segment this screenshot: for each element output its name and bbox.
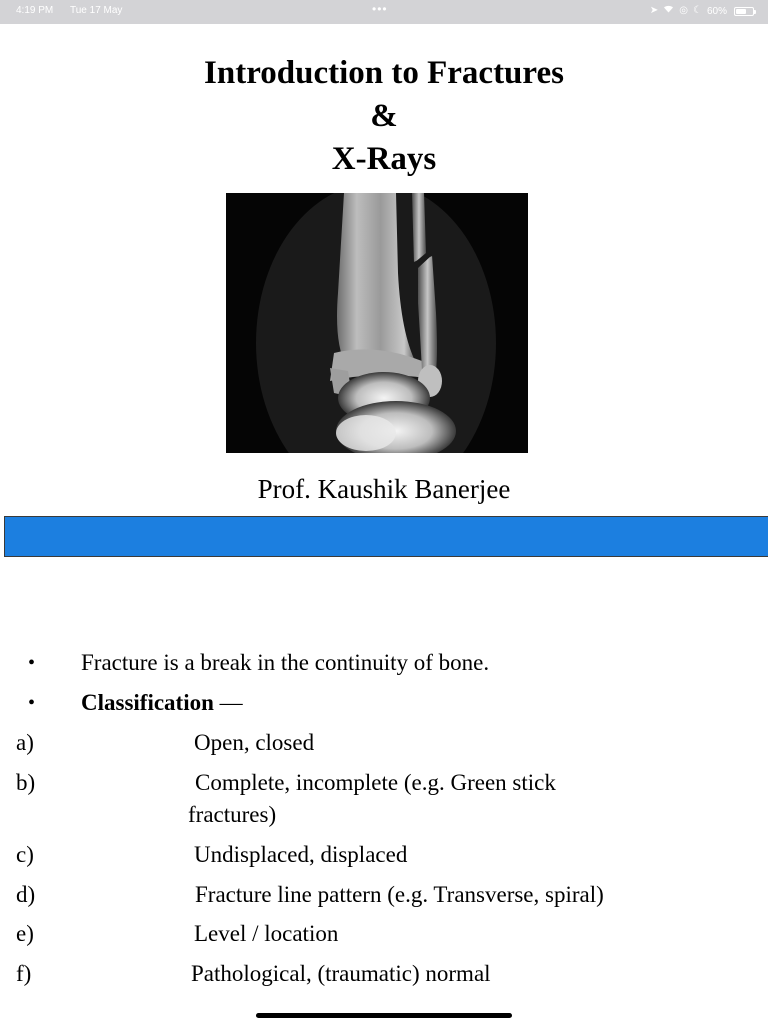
slide-divider-band xyxy=(4,516,768,557)
battery-percent: 60% xyxy=(706,5,727,17)
list-marker: a) xyxy=(16,730,34,755)
list-marker: f) xyxy=(16,961,32,986)
status-time: 4:19 PM xyxy=(16,5,54,16)
moon-icon: ☾ xyxy=(693,5,702,16)
multitasking-dots-icon[interactable]: ••• xyxy=(372,2,388,16)
list-text: Fracture line pattern (e.g. Transverse, spiral) xyxy=(195,882,604,907)
list-text: Pathological, (traumatic) normal xyxy=(191,961,491,986)
status-indicators xyxy=(650,4,754,18)
slide-title xyxy=(0,52,768,181)
list-marker: c) xyxy=(16,842,34,867)
bullet-text: Fracture is a break in the continuity of bone. xyxy=(81,650,490,675)
status-bar xyxy=(0,0,768,24)
bullet-dot: • xyxy=(28,652,36,674)
title-line-1: Introduction to Fractures xyxy=(204,55,564,91)
bullet-dot: • xyxy=(28,692,36,714)
list-marker: b) xyxy=(16,770,36,795)
list-marker: d) xyxy=(16,882,36,907)
list-text-continuation: fractures) xyxy=(188,802,277,827)
classification-dash: — xyxy=(213,690,243,715)
battery-fill xyxy=(736,9,746,14)
wifi-icon xyxy=(663,4,674,18)
author-name: Prof. Kaushik Banerjee xyxy=(257,474,511,504)
bullet-text xyxy=(81,689,243,717)
list-text: Undisplaced, displaced xyxy=(194,842,408,867)
classification-heading: Classification xyxy=(81,690,214,715)
title-line-3: X-Rays xyxy=(331,141,437,177)
status-date: Tue 17 May xyxy=(70,5,123,16)
title-line-2: & xyxy=(370,98,398,134)
home-indicator[interactable] xyxy=(256,1013,512,1018)
list-text: Open, closed xyxy=(194,730,315,755)
list-text: Level / location xyxy=(194,921,339,946)
list-marker: e) xyxy=(16,921,34,946)
list-text: Complete, incomplete (e.g. Green stick xyxy=(195,770,556,795)
focus-icon: ◎ xyxy=(679,5,689,16)
location-icon: ➤ xyxy=(649,5,659,16)
ankle-xray-image xyxy=(226,193,528,453)
battery-icon xyxy=(734,7,754,16)
